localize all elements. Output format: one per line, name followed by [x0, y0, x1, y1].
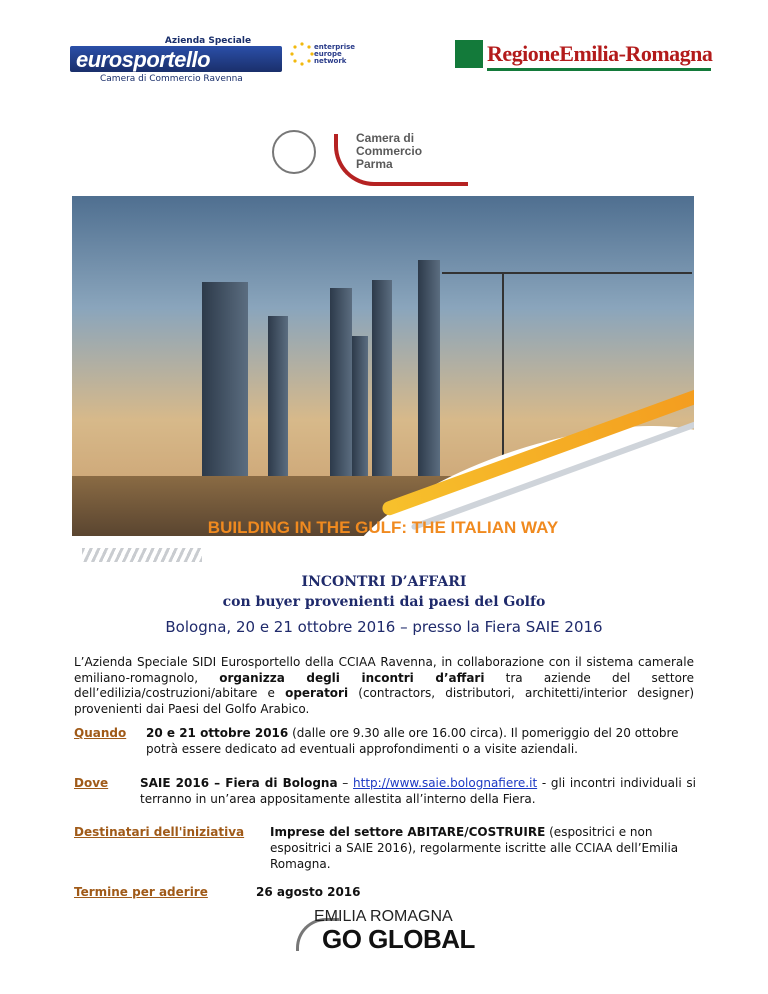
regione-logo — [455, 40, 711, 72]
dove-value — [140, 775, 696, 807]
intro-text-2: tra aziende del settore dell’edilizia/costruzioni/abitare e — [74, 670, 694, 700]
skyscraper — [352, 336, 368, 476]
regione-emblem — [455, 40, 483, 68]
skyscraper — [372, 280, 392, 480]
camera-parma-text — [356, 132, 472, 171]
saie-link[interactable]: http://www.saie.bolognafiere.it — [353, 776, 538, 790]
intro-paragraph — [74, 655, 694, 717]
regione-wordmark: RegioneEmilia-Romagna — [487, 41, 713, 66]
een-line-1: enterprise — [314, 43, 356, 51]
termine-value: 26 agosto 2016 — [256, 885, 361, 899]
dove-bold: SAIE 2016 – Fiera di Bologna — [140, 776, 338, 790]
banner-title: BUILDING IN THE GULF: THE ITALIAN WAY — [207, 518, 559, 537]
seal-icon — [272, 130, 316, 174]
dove-text: - gli incontri individuali si terranno in un’area appositamente allestita all’interno della Fiera. — [140, 776, 696, 806]
crane-arm — [442, 272, 692, 274]
quando-label: Quando — [74, 726, 127, 740]
event-banner — [72, 196, 694, 568]
een-line-2: europe — [314, 50, 342, 58]
headline-subtitle: con buyer provenienti dai paesi del Golfo — [222, 594, 546, 610]
dove-label: Dove — [74, 776, 109, 790]
banner-stripes — [82, 548, 202, 562]
eurosportello-bottom-text: Camera di Commercio Ravenna — [100, 74, 243, 84]
een-line-3: network — [314, 57, 347, 65]
destinatari-value — [270, 824, 694, 872]
camera-parma-logo — [272, 124, 472, 184]
emilia-go-global-line-1: EMILIA ROMAGNA — [314, 908, 453, 925]
destinatari-bold: Imprese del settore ABITARE/COSTRUIRE — [270, 825, 546, 839]
intro-text-3: (contractors, distributori, architetti/interior designer) provenienti dai Paesi del Golfo Arabico. — [74, 686, 694, 716]
intro-bold-2: operatori — [285, 686, 349, 700]
een-text — [314, 44, 355, 65]
skyscraper — [268, 316, 288, 486]
stars-circle-icon — [290, 42, 314, 66]
emilia-go-global-logo — [296, 908, 475, 956]
skyscraper — [418, 260, 440, 480]
eurosportello-top-text: Azienda Speciale — [164, 36, 252, 46]
intro-text-1: L’Azienda Speciale SIDI Eurosportello della CCIAA Ravenna, in collaborazione con il sistema camerale emiliano-romagnolo, — [74, 655, 694, 685]
camera-parma-line-2: Parma — [356, 157, 393, 171]
termine-label: Termine per aderire — [74, 885, 208, 899]
quando-value — [146, 725, 694, 757]
camera-parma-line-1: Camera di Commercio — [356, 131, 423, 158]
quando-text: (dalle ore 9.30 alle ore 16.00 circa). Il pomeriggio del 20 ottobre potrà essere dedicato ad eventuali approfondimenti o a visite aziendali. — [146, 726, 679, 756]
eurosportello-logo — [70, 36, 282, 88]
eurosportello-wordmark: eurosportello — [76, 47, 211, 72]
destinatari-label: Destinatari dell'iniziativa — [74, 825, 245, 839]
headline-title: INCONTRI D’AFFARI — [301, 574, 467, 590]
regione-underline — [487, 68, 711, 71]
intro-bold-1: organizza degli incontri d’affari — [219, 670, 485, 685]
destinatari-text: (espositrici e non espositrici a SAIE 2016), regolarmente iscritte alle CCIAA dell’Emilia Romagna. — [270, 825, 679, 871]
skyscraper — [330, 288, 352, 478]
quando-bold: 20 e 21 ottobre 2016 — [146, 726, 289, 740]
emilia-go-global-line-2: GO GLOBAL — [322, 924, 475, 954]
headline-date-place: Bologna, 20 e 21 ottobre 2016 – presso la Fiera SAIE 2016 — [165, 618, 603, 636]
crane-mast — [502, 272, 504, 482]
dove-sep: – — [337, 776, 354, 790]
een-logo — [290, 40, 356, 84]
skyscraper — [202, 282, 248, 482]
